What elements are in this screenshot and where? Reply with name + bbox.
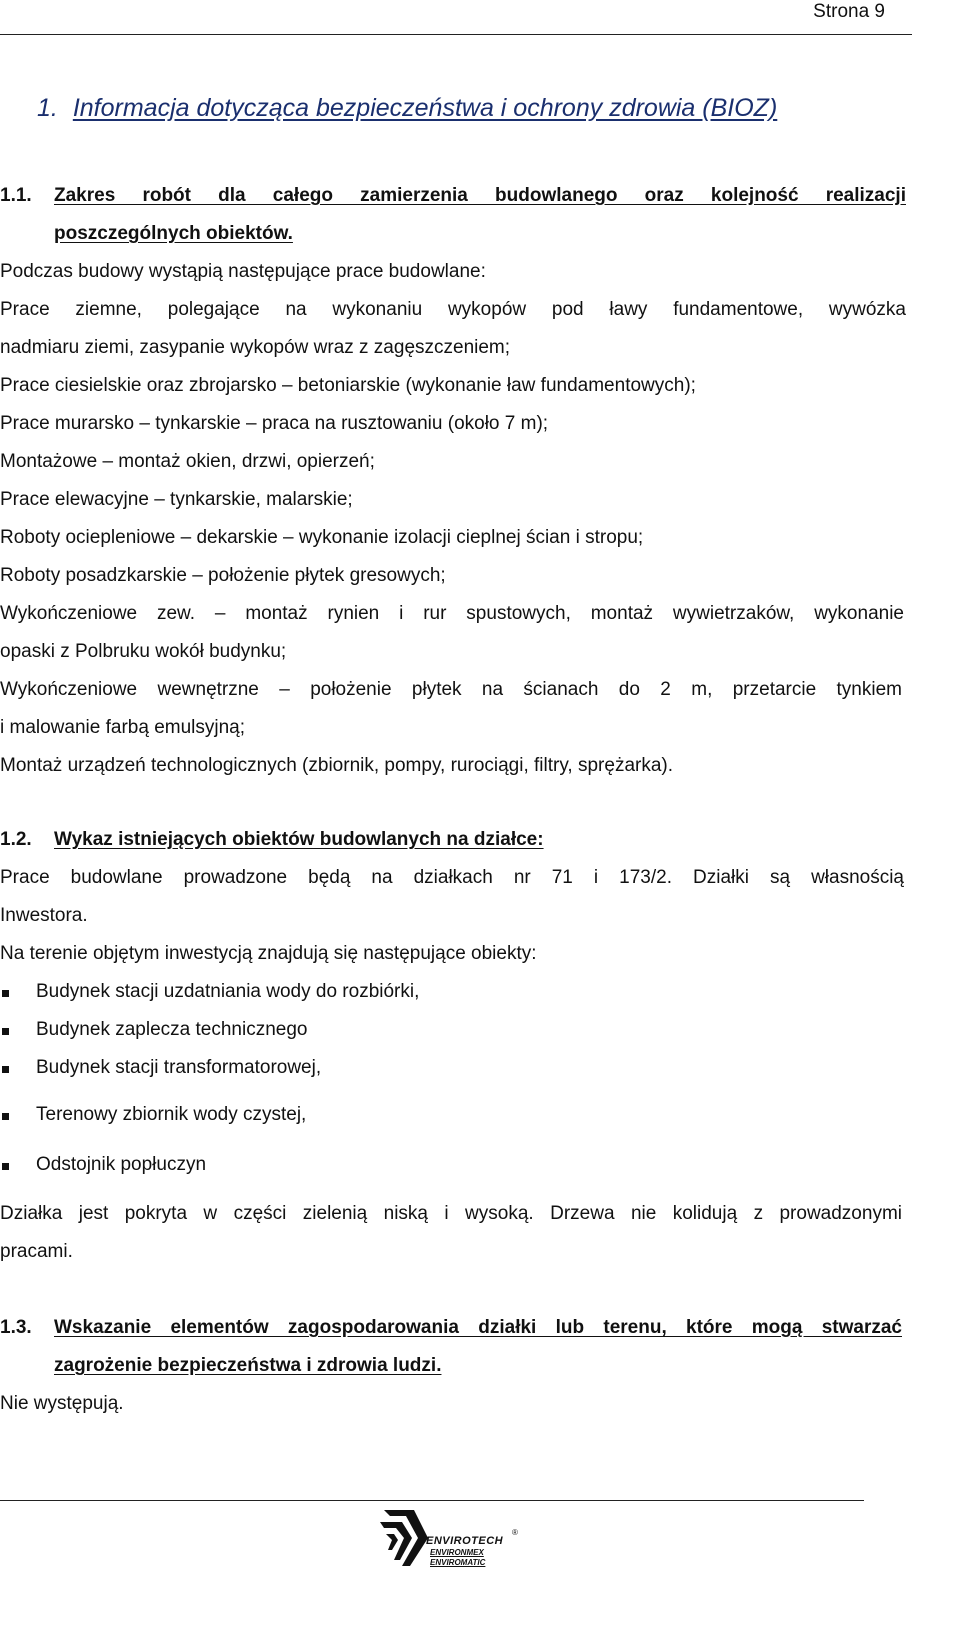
s12-bullet-item: Budynek stacji transformatorowej, [36, 1057, 322, 1078]
footer-rule [0, 1500, 864, 1501]
logo-subtext-2: ENVIROMATIC [430, 1558, 486, 1567]
s12-para1-line2: Inwestora. [0, 905, 88, 926]
s11-line: Prace murarsko – tynkarskie – praca na rusztowaniu (około 7 m); [0, 413, 549, 434]
s12-para2-line1: Działka jest pokryta w części zielenią niską i wysoką. Drzewa nie kolidują z prowadzonymi [0, 1203, 902, 1224]
s13-title-line1: Wskazanie elementów zagospodarowania działki lub terenu, które mogą stwarzać [54, 1317, 902, 1338]
logo-text: ENVIROTECH [426, 1535, 504, 1547]
section-1-title: Informacja dotycząca bezpieczeństwa i ochrony zdrowia (BIOZ) [72, 94, 778, 122]
s12-bullet-item: Budynek zaplecza technicznego [36, 1019, 308, 1040]
s11-line: nadmiaru ziemi, zasypanie wykopów wraz z zagęszczeniem; [0, 337, 511, 358]
s12-bullet-item: Budynek stacji uzdatniania wody do rozbiórki, [36, 981, 420, 1002]
bullet-square-icon [2, 1028, 9, 1035]
s12-title: Wykaz istniejących obiektów budowlanych na działce: [54, 829, 544, 850]
bullet-square-icon [2, 1113, 9, 1120]
s11-line: opaski z Polbruku wokół budynku; [0, 641, 287, 662]
s11-line: Prace elewacyjne – tynkarskie, malarskie; [0, 489, 353, 510]
s11-line: i malowanie farbą emulsyjną; [0, 717, 246, 738]
s12-intro: Na terenie objętym inwestycją znajdują się następujące obiekty: [0, 943, 537, 964]
logo-registered-mark: ® [512, 1528, 518, 1537]
s11-line: Montażowe – montaż okien, drzwi, opierzeń; [0, 451, 375, 472]
section-1-number: 1. [37, 94, 58, 122]
s11-title-line2: poszczególnych obiektów. [54, 223, 293, 244]
s12-bullet-item: Odstojnik popłuczyn [36, 1154, 207, 1175]
s11-line: Podczas budowy wystąpią następujące prace budowlane: [0, 261, 486, 282]
page-number: Strona 9 [813, 1, 885, 22]
s12-para2-line2: pracami. [0, 1241, 73, 1262]
s11-line: Wykończeniowe wewnętrzne – położenie płytek na ścianach do 2 m, przetarcie tynkiem [0, 679, 902, 700]
bullet-square-icon [2, 1163, 9, 1170]
s13-title-line2: zagrożenie bezpieczeństwa i zdrowia ludzi. [54, 1355, 442, 1376]
logo-subtext-1: ENVIRONMEX [430, 1548, 484, 1557]
s11-line: Wykończeniowe zew. – montaż rynien i rur spustowych, montaż wywietrzaków, wykonanie [0, 603, 904, 624]
header-rule [0, 34, 912, 35]
s11-line: Roboty ociepleniowe – dekarskie – wykonanie izolacji cieplnej ścian i stropu; [0, 527, 644, 548]
s11-title-line1: Zakres robót dla całego zamierzenia budowlanego oraz kolejność realizacji [54, 185, 906, 206]
s13-text: Nie występują. [0, 1393, 124, 1414]
s11-line: Prace ciesielskie oraz zbrojarsko – betoniarskie (wykonanie ław fundamentowych); [0, 375, 696, 396]
s12-para1-line1: Prace budowlane prowadzone będą na działkach nr 71 i 173/2. Działki są własnością [0, 867, 904, 888]
s11-number: 1.1. [0, 185, 32, 206]
s11-line: Montaż urządzeń technologicznych (zbiornik, pompy, rurociągi, filtry, sprężarka). [0, 755, 674, 776]
company-logo [380, 1508, 530, 1568]
bullet-square-icon [2, 990, 9, 997]
bullet-square-icon [2, 1066, 9, 1073]
s12-bullet-item: Terenowy zbiornik wody czystej, [36, 1104, 307, 1125]
s11-line: Roboty posadzkarskie – położenie płytek gresowych; [0, 565, 446, 586]
s11-line: Prace ziemne, polegające na wykonaniu wykopów pod ławy fundamentowe, wywózka [0, 299, 906, 320]
section-1-heading [37, 94, 777, 123]
s12-number: 1.2. [0, 829, 32, 850]
s13-number: 1.3. [0, 1317, 32, 1338]
